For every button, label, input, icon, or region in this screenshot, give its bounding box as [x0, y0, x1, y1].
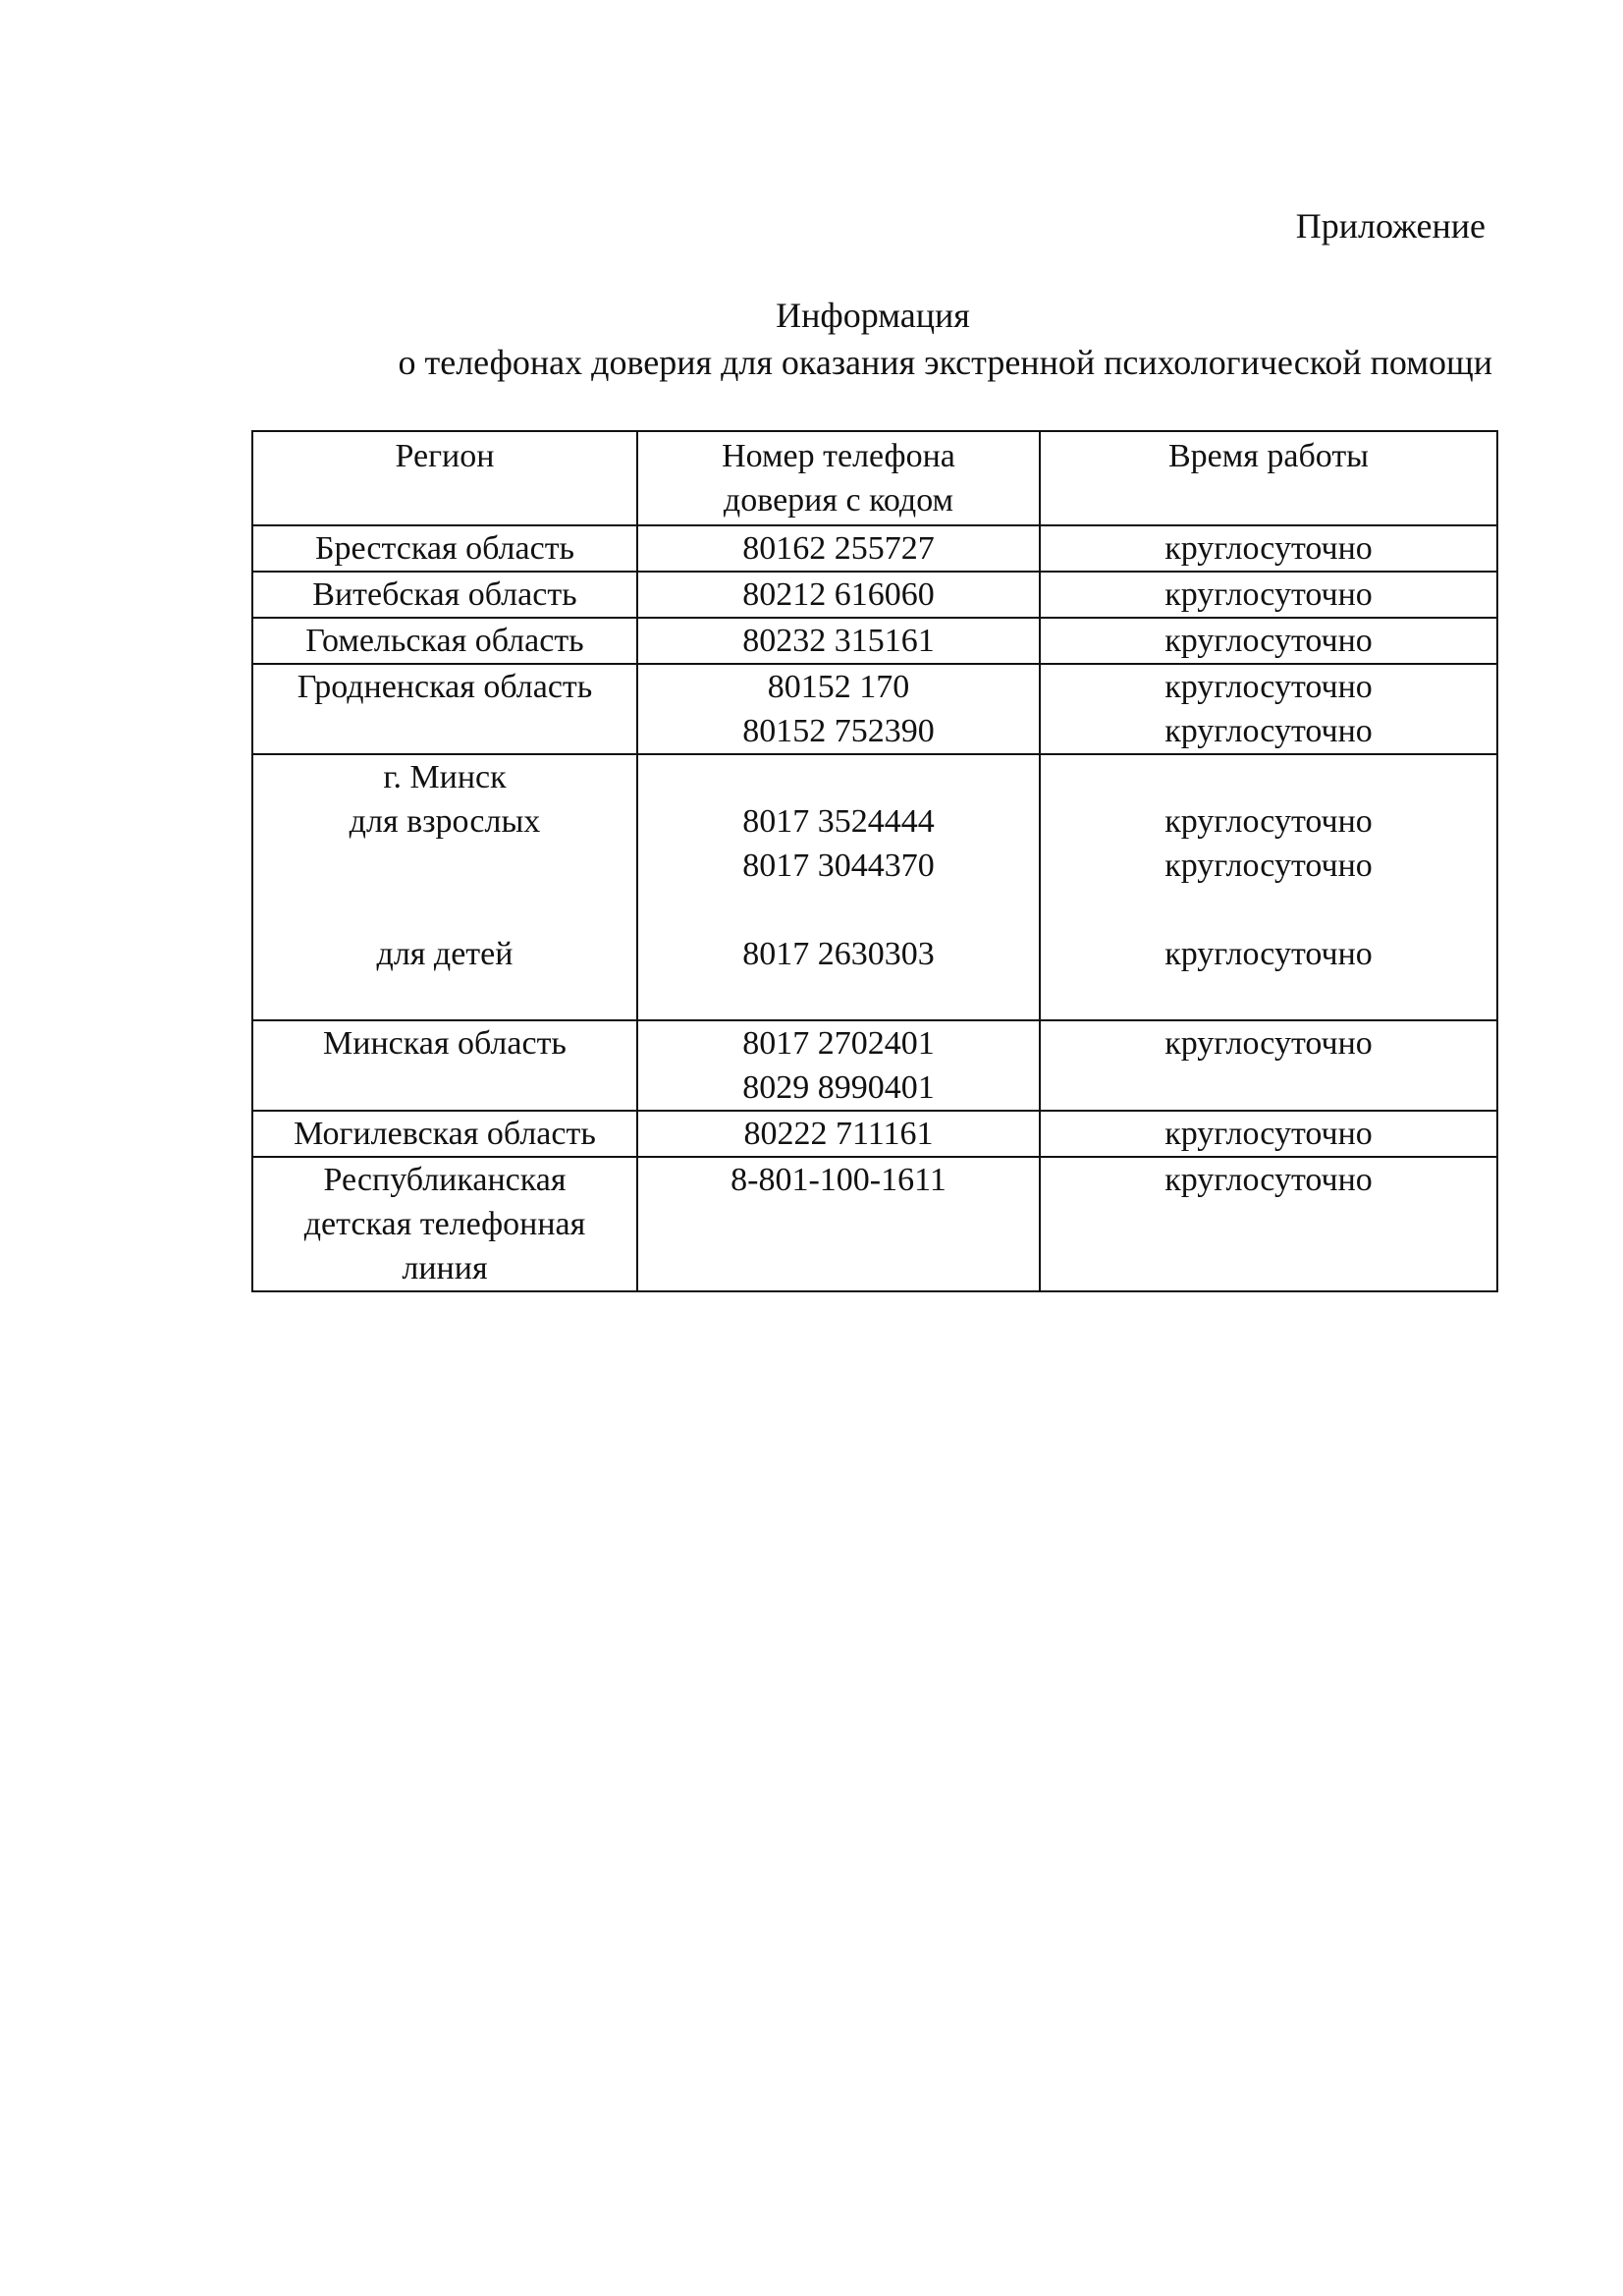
table-body: [252, 525, 1497, 1291]
phone-cell-line: [644, 888, 1033, 932]
table-row: [252, 1157, 1497, 1291]
region-cell-line: Минская область: [323, 1025, 567, 1062]
hours-cell: [1040, 525, 1497, 572]
phone-cell-line: 8017 2630303: [742, 936, 935, 972]
region-cell-line: для взрослых: [349, 803, 541, 840]
table-row: [252, 525, 1497, 572]
phone-cell: [637, 1111, 1040, 1157]
phone-cell-line: 8017 3044370: [742, 847, 935, 884]
hours-cell: [1040, 664, 1497, 754]
phone-cell-line: 8-801-100-1611: [730, 1162, 947, 1198]
hours-cell-line: круглосуточно: [1164, 1025, 1373, 1062]
hours-cell: [1040, 1020, 1497, 1111]
phone-cell: [637, 572, 1040, 618]
hours-cell-line: круглосуточно: [1164, 713, 1373, 749]
phone-cell: [637, 1157, 1040, 1291]
region-cell: [252, 664, 637, 754]
region-cell: [252, 618, 637, 664]
appendix-label: Приложение: [1295, 206, 1486, 246]
region-cell-line: [259, 844, 630, 888]
region-cell-line: Республиканская: [323, 1162, 567, 1198]
hours-cell-line: круглосуточно: [1164, 530, 1373, 567]
phone-cell: [637, 618, 1040, 664]
table-row: [252, 572, 1497, 618]
hours-cell-line: круглосуточно: [1164, 1162, 1373, 1198]
region-cell: [252, 1157, 637, 1291]
region-cell: [252, 572, 637, 618]
table-row: [252, 1111, 1497, 1157]
region-cell: [252, 1111, 637, 1157]
phone-cell: [637, 664, 1040, 754]
table-row: [252, 618, 1497, 664]
hours-cell-line: круглосуточно: [1164, 576, 1373, 613]
region-cell-line: Брестская область: [314, 530, 575, 567]
hours-cell: [1040, 1157, 1497, 1291]
region-cell-line: Гродненская область: [297, 669, 593, 705]
document-title: Информация: [776, 296, 970, 335]
hours-cell-line: круглосуточно: [1164, 669, 1373, 705]
region-cell-line: Могилевская область: [294, 1116, 596, 1152]
region-cell-line: для детей: [376, 936, 514, 972]
phone-cell: [637, 1020, 1040, 1111]
region-cell-line: Гомельская область: [305, 623, 584, 659]
phone-cell-line: 80222 711161: [743, 1116, 934, 1152]
phone-cell-line: 8029 8990401: [742, 1069, 935, 1106]
phone-cell: [637, 754, 1040, 1020]
hours-cell-line: [1047, 888, 1490, 932]
phone-cell-line: 80162 255727: [742, 530, 935, 567]
hours-cell-line: круглосуточно: [1164, 623, 1373, 659]
region-cell-line: г. Минск: [383, 759, 507, 795]
region-cell-line: Витебская область: [312, 576, 577, 613]
region-cell-line: линия: [402, 1250, 488, 1286]
table-header-row: [252, 431, 1497, 525]
phone-cell-line: 80152 752390: [742, 713, 935, 749]
region-cell: [252, 525, 637, 572]
hours-cell-line: круглосуточно: [1164, 803, 1373, 840]
header-phone: Номер телефона доверия с кодом: [637, 431, 1040, 525]
hours-cell-line: круглосуточно: [1164, 847, 1373, 884]
hours-cell: [1040, 572, 1497, 618]
hours-cell: [1040, 1111, 1497, 1157]
region-cell-line: детская телефонная: [303, 1206, 586, 1242]
hours-cell: [1040, 618, 1497, 664]
table-row: [252, 1020, 1497, 1111]
hours-cell: [1040, 754, 1497, 1020]
header-hours: Время работы: [1040, 431, 1497, 525]
region-cell-line: [259, 888, 630, 932]
hours-cell-line: [1047, 755, 1490, 799]
phone-cell-line: 8017 3524444: [742, 803, 935, 840]
hotline-table: [251, 430, 1498, 1292]
phone-cell: [637, 525, 1040, 572]
table-row: [252, 754, 1497, 1020]
table-row: [252, 664, 1497, 754]
phone-cell-line: 80152 170: [767, 669, 910, 705]
document-subtitle: о телефонах доверия для оказания экстренной психологической помощи: [398, 343, 1492, 382]
hours-cell-line: круглосуточно: [1164, 936, 1373, 972]
hours-cell-line: круглосуточно: [1164, 1116, 1373, 1152]
region-cell: [252, 754, 637, 1020]
region-cell: [252, 1020, 637, 1111]
hotline-table-container: [251, 430, 1496, 1292]
phone-cell-line: 80232 315161: [742, 623, 935, 659]
header-region: Регион: [252, 431, 637, 525]
phone-cell-line: 80212 616060: [742, 576, 935, 613]
phone-cell-line: [644, 755, 1033, 799]
phone-cell-line: 8017 2702401: [742, 1025, 935, 1062]
